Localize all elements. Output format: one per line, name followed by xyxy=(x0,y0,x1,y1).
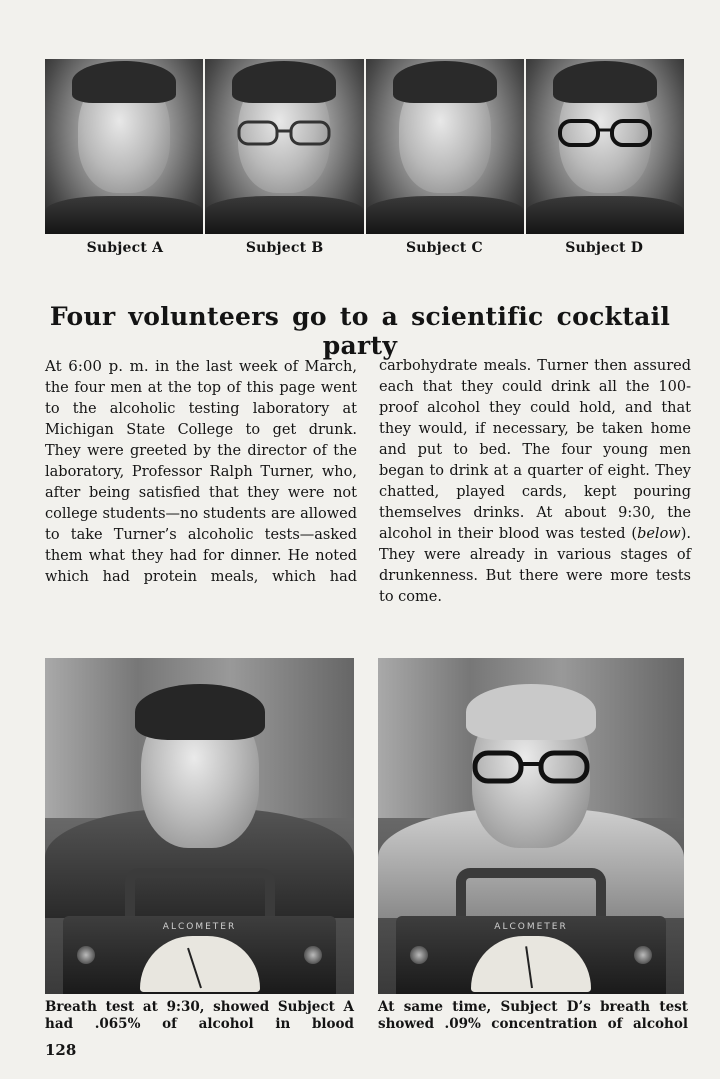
portrait-captions xyxy=(45,240,684,256)
knob-icon xyxy=(410,946,428,964)
photo-subject-d-breath-test xyxy=(378,658,684,994)
portrait-hair xyxy=(553,61,657,103)
photo-subject-a-breath-test xyxy=(45,658,354,994)
portrait-caption: Subject B xyxy=(245,240,324,256)
photo-hair xyxy=(466,684,596,740)
glasses-icon xyxy=(556,119,654,147)
portrait-row xyxy=(45,59,684,234)
alcometer-device xyxy=(396,916,666,994)
glasses-icon xyxy=(471,750,591,784)
portrait-caption: Subject A xyxy=(86,240,164,256)
portrait-shoulders xyxy=(366,196,524,234)
portrait-shoulders xyxy=(526,196,684,234)
meter-dial xyxy=(471,936,591,992)
meter-needle xyxy=(187,948,202,989)
portrait-shoulders xyxy=(205,196,363,234)
page-number: 128 xyxy=(45,1041,77,1059)
meter-needle xyxy=(525,946,533,988)
alcometer-device xyxy=(63,916,336,994)
article-body xyxy=(45,356,691,608)
meter-dial xyxy=(140,936,260,992)
photo-caption-right: At same time, Subject D’s breath test showed .09% concentration of alcohol xyxy=(378,999,688,1032)
article-body-part1: in the last week of March, the four men at the top of this page went to the alcoholic testing laboratory at Michigan State College to get drunk. They were greeted by the director of the laboratory, Professor Ralph Turner, who, after being satisfied that they were not college students—no students are allowed to take Turner’s alcoholic tests—asked them what they had for dinner. He noted which had protein meals, which had carbohydrate meals. Turner then assured each that they could drink all the 100-proof alcohol they could hold, and that they would, if necessary, be taken home and put to bed. The four young men began to drink at a quarter of eight. They chatted, played cards, kept pouring themselves drinks. At about 9:30, the alcohol in their blood was tested ( xyxy=(45,358,691,585)
portrait-shoulders xyxy=(45,196,203,234)
portrait-subject-b xyxy=(205,59,363,234)
device-label: ALCOMETER xyxy=(494,922,568,932)
portrait-hair xyxy=(72,61,176,103)
article-body-part2: ). They were already in various stages of drunkenness. But there were more tests to come. xyxy=(379,526,691,605)
article-italic: below xyxy=(637,526,681,542)
portrait-subject-d xyxy=(526,59,684,234)
knob-icon xyxy=(77,946,95,964)
article-lead: At 6:00 p. m. xyxy=(45,357,149,375)
glasses-icon xyxy=(235,119,333,147)
portrait-caption: Subject C xyxy=(405,240,483,256)
portrait-caption: Subject D xyxy=(565,240,644,256)
knob-icon xyxy=(634,946,652,964)
portrait-hair xyxy=(232,61,336,103)
portrait-subject-c xyxy=(366,59,524,234)
photo-caption-left: Breath test at 9:30, showed Subject A had .065% of alcohol in blood xyxy=(45,999,354,1032)
portrait-subject-a xyxy=(45,59,203,234)
article-headline: Four volunteers go to a scientific cocktail party xyxy=(49,302,671,360)
device-label: ALCOMETER xyxy=(162,922,237,932)
knob-icon xyxy=(304,946,322,964)
portrait-hair xyxy=(393,61,497,103)
photo-hair xyxy=(135,684,265,740)
